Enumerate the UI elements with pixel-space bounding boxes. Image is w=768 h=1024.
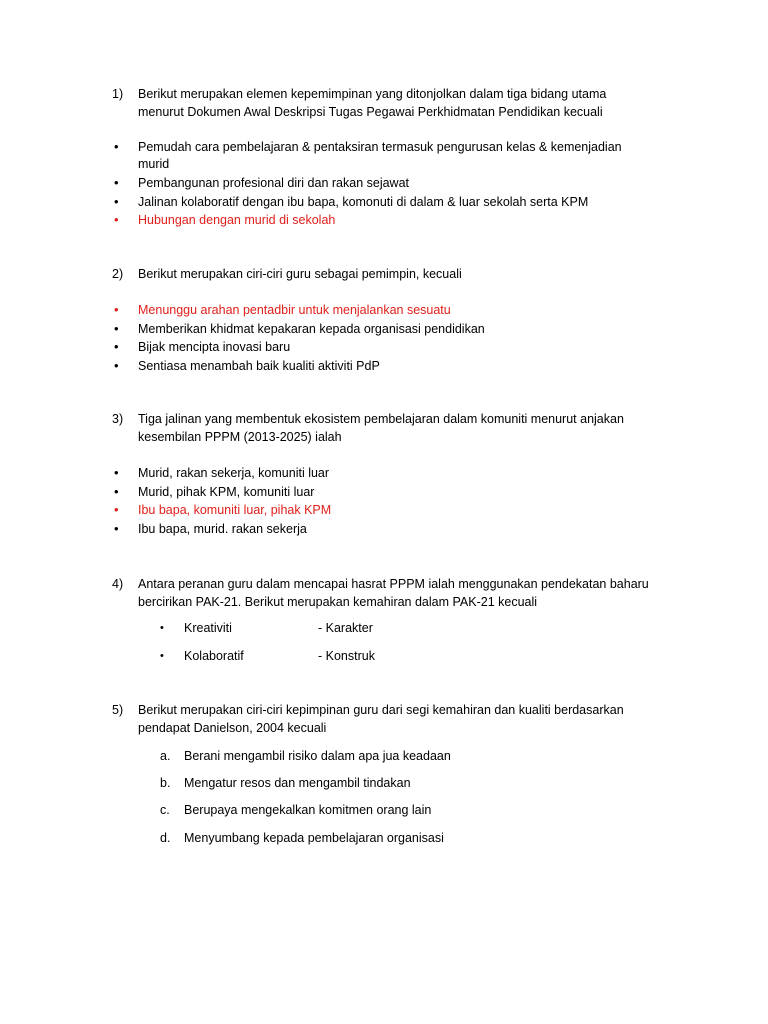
option-letter: b.	[160, 776, 171, 790]
option-text: Sentiasa menambah baik kualiti aktiviti PdP	[138, 358, 380, 373]
bullet-icon: •	[160, 650, 164, 662]
lettered-option	[0, 747, 768, 765]
bullet-icon: •	[114, 465, 119, 480]
bullet-icon: •	[114, 520, 119, 536]
option-letter: d.	[160, 831, 171, 845]
option-letter: a.	[160, 749, 171, 763]
question-2-line-1	[0, 265, 768, 283]
question-5-line-1	[0, 701, 768, 719]
option-text: Hubungan dengan murid di sekolah	[138, 213, 336, 227]
question-number: 2)	[112, 267, 124, 281]
question-3-line-2	[0, 428, 768, 446]
question-text: Antara peranan guru dalam mencapai hasrat PPPM ialah menggunakan pendekatan baharu	[138, 577, 649, 591]
option	[0, 338, 768, 357]
question-3-line-1	[0, 410, 768, 428]
option	[0, 138, 768, 174]
question-text: Berikut merupakan ciri-ciri kepimpinan guru dari segi kemahiran dan kualiti berdasarkan	[138, 703, 624, 717]
question-1-line-1	[0, 85, 768, 103]
question-text: Tiga jalinan yang membentuk ekosistem pembelajaran dalam komuniti menurut anjakan	[138, 412, 624, 426]
option-text: Jalinan kolaboratif dengan ibu bapa, komonuti di dalam & luar sekolah serta KPM	[138, 194, 589, 209]
question-4-line-1	[0, 575, 768, 593]
skill-right: - Konstruk	[318, 649, 375, 663]
option	[0, 174, 768, 193]
option-text: Mengatur resos dan mengambil tindakan	[184, 776, 411, 790]
question-text: pendapat Danielson, 2004 kecuali	[138, 721, 327, 735]
bullet-icon: •	[114, 483, 119, 499]
question-2-options	[0, 301, 768, 375]
bullet-icon: •	[114, 212, 119, 227]
option-text-continued: murid	[138, 157, 170, 171]
question-text: Berikut merupakan ciri-ciri guru sebagai pemimpin, kecuali	[138, 267, 462, 281]
question-number: 1)	[112, 87, 124, 101]
question-text: Berikut merupakan elemen kepemimpinan yang ditonjolkan dalam tiga bidang utama	[138, 87, 607, 101]
question-number: 4)	[112, 577, 124, 591]
bullet-icon: •	[114, 193, 119, 209]
option-answer	[0, 211, 768, 230]
option-letter: c.	[160, 803, 170, 817]
option-text: Murid, rakan sekerja, komuniti luar	[138, 466, 330, 480]
question-2	[0, 265, 768, 283]
bullet-icon: •	[114, 139, 119, 154]
question-3	[0, 410, 768, 446]
question-4	[0, 575, 768, 611]
bullet-icon: •	[114, 320, 119, 336]
option-answer	[0, 301, 768, 320]
skill-left: Kolaboratif	[184, 649, 244, 663]
bullet-icon: •	[114, 175, 119, 190]
bullet-icon: •	[114, 357, 119, 373]
option-text: Pembangunan profesional diri dan rakan sejawat	[138, 176, 410, 190]
lettered-option	[0, 801, 768, 819]
option-answer	[0, 501, 768, 520]
skill-left: Kreativiti	[184, 621, 232, 635]
skill-pair	[0, 619, 768, 637]
lettered-option	[0, 829, 768, 847]
bullet-icon: •	[160, 622, 164, 634]
option-text: Murid, pihak KPM, komuniti luar	[138, 484, 315, 499]
question-number: 3)	[112, 412, 124, 426]
question-1	[0, 85, 768, 121]
bullet-icon: •	[114, 502, 119, 517]
question-1-options	[0, 138, 768, 230]
option	[0, 483, 768, 502]
question-text: kesembilan PPPM (2013-2025) ialah	[138, 430, 342, 444]
option	[0, 320, 768, 339]
bullet-icon: •	[114, 302, 119, 317]
option	[0, 193, 768, 212]
option-text: Bijak mencipta inovasi baru	[138, 340, 291, 354]
question-text: bercirikan PAK-21. Berikut merupakan kemahiran dalam PAK-21 kecuali	[138, 595, 538, 609]
option-text: Memberikan khidmat kepakaran kepada organisasi pendidikan	[138, 321, 485, 336]
option	[0, 464, 768, 483]
option-text: Berani mengambil risiko dalam apa jua keadaan	[184, 749, 451, 763]
option-text: Berupaya mengekalkan komitmen orang lain	[184, 803, 432, 817]
bullet-icon: •	[114, 339, 119, 354]
option-text: Menyumbang kepada pembelajaran organisasi	[184, 831, 444, 845]
option	[0, 357, 768, 376]
question-1-line-2	[0, 103, 768, 121]
option-text: Ibu bapa, murid. rakan sekerja	[138, 521, 307, 536]
question-5	[0, 701, 768, 737]
option	[0, 520, 768, 539]
question-3-options	[0, 464, 768, 538]
question-5-line-2	[0, 719, 768, 737]
lettered-option	[0, 774, 768, 792]
option-text: Ibu bapa, komuniti luar, pihak KPM	[138, 503, 332, 517]
option-text: Menunggu arahan pentadbir untuk menjalankan sesuatu	[138, 303, 451, 317]
question-4-line-2	[0, 593, 768, 611]
skill-right: - Karakter	[318, 621, 373, 635]
question-number: 5)	[112, 703, 124, 717]
skill-pair	[0, 647, 768, 665]
question-text: menurut Dokumen Awal Deskripsi Tugas Pegawai Perkhidmatan Pendidikan kecuali	[138, 105, 603, 119]
option-text: Pemudah cara pembelajaran & pentaksiran termasuk pengurusan kelas & kemenjadian	[138, 140, 622, 154]
